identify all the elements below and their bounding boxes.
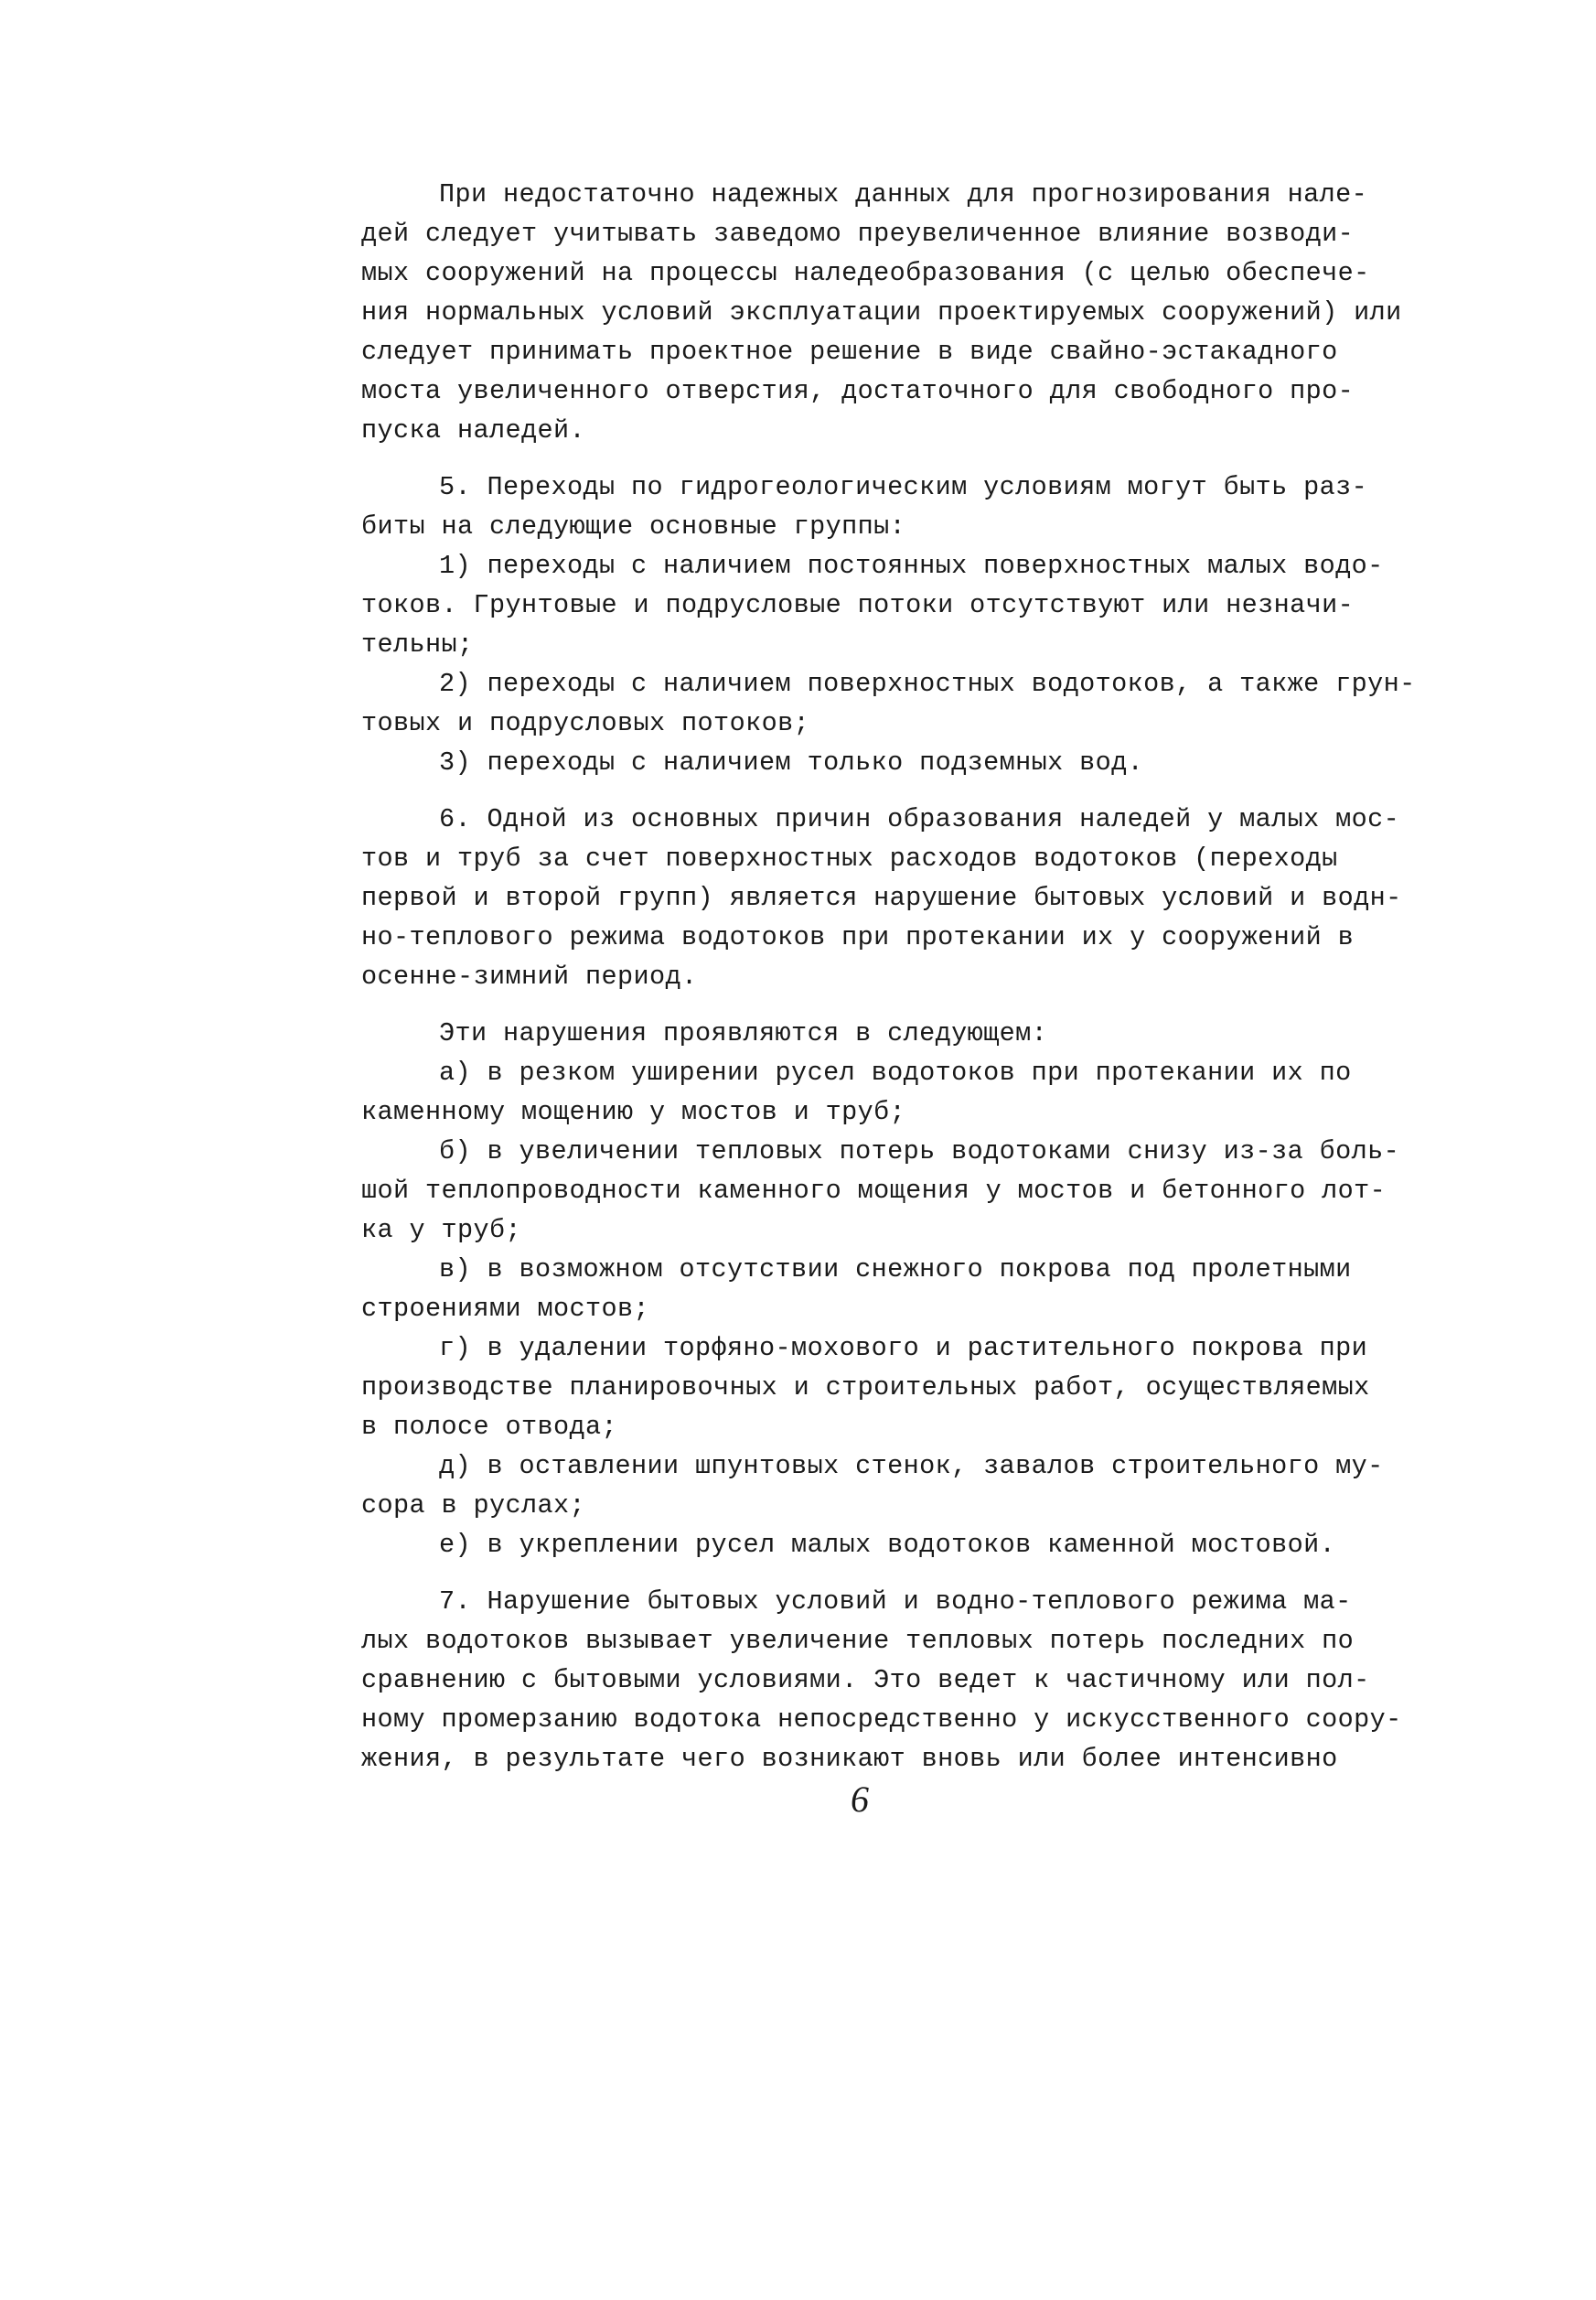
text-line: При недостаточно надежных данных для прогнозирования нале- <box>439 179 1368 210</box>
text-line: в) в возможном отсутствии снежного покрова под пролетными <box>439 1254 1352 1284</box>
text-line: каменному мощению у мостов и труб; <box>361 1097 906 1127</box>
page-number: 6 <box>851 1779 869 1820</box>
text-line: 6. Одной из основных причин образования наледей у малых мос- <box>439 804 1400 834</box>
text-line: г) в удалении торфяно-мохового и растительного покрова при <box>439 1333 1368 1363</box>
text-line: 7. Нарушение бытовых условий и водно-теплового режима ма- <box>439 1586 1352 1617</box>
text-line: первой и второй групп) является нарушение бытовых условий и водн- <box>361 883 1402 913</box>
text-line: следует принимать проектное решение в виде свайно-эстакадного <box>361 337 1338 367</box>
text-line: сравнению с бытовыми условиями. Это ведет к частичному или пол- <box>361 1665 1370 1695</box>
text-line: сора в руслах; <box>361 1490 586 1521</box>
text-line: а) в резком уширении русел водотоков при протекании их по <box>439 1058 1352 1088</box>
text-line: производстве планировочных и строительных работ, осуществляемых <box>361 1372 1370 1403</box>
text-line: токов. Грунтовые и подрусловые потоки отсутствуют или незначи- <box>361 590 1355 620</box>
text-line: е) в укреплении русел малых водотоков каменной мостовой. <box>439 1530 1336 1560</box>
text-line: 2) переходы с наличием поверхностных водотоков, а также грун- <box>439 669 1416 699</box>
text-line: осенне-зимний период. <box>361 962 698 992</box>
text-line: 1) переходы с наличием постоянных поверхностных малых водо- <box>439 551 1384 581</box>
text-line: шой теплопроводности каменного мощения у мостов и бетонного лот- <box>361 1176 1387 1206</box>
text-line: жения, в результате чего возникают вновь или более интенсивно <box>361 1744 1338 1774</box>
text-line: ному промерзанию водотока непосредственно у искусственного соору- <box>361 1704 1402 1735</box>
text-line: д) в оставлении шпунтовых стенок, завалов строительного му- <box>439 1451 1384 1481</box>
text-line: в полосе отвода; <box>361 1412 618 1442</box>
text-line: тельны; <box>361 629 474 660</box>
text-line: 3) переходы с наличием только подземных вод. <box>439 747 1144 778</box>
text-line: лых водотоков вызывает увеличение тепловых потерь последних по <box>361 1626 1355 1656</box>
text-line: биты на следующие основные группы: <box>361 511 906 542</box>
text-line: строениями мостов; <box>361 1294 650 1324</box>
text-line: Эти нарушения проявляются в следующем: <box>439 1018 1048 1048</box>
text-line: мых сооружений на процессы наледеобразования (с целью обеспече- <box>361 258 1370 288</box>
text-line: ка у труб; <box>361 1215 522 1245</box>
text-line: дей следует учитывать заведомо преувеличенное влияние возводи- <box>361 219 1355 249</box>
text-line: товых и подрусловых потоков; <box>361 708 810 738</box>
text-line: но-теплового режима водотоков при протекании их у сооружений в <box>361 922 1355 952</box>
text-line: ния нормальных условий эксплуатации проектируемых сооружений) или <box>361 297 1402 328</box>
text-line: тов и труб за счет поверхностных расходов водотоков (переходы <box>361 844 1338 874</box>
text-line: 5. Переходы по гидрогеологическим условиям могут быть раз- <box>439 472 1368 502</box>
text-line: б) в увеличении тепловых потерь водотоками снизу из-за боль- <box>439 1136 1400 1166</box>
text-line: пуска наледей. <box>361 415 586 446</box>
text-line: моста увеличенного отверстия, достаточного для свободного про- <box>361 376 1355 406</box>
